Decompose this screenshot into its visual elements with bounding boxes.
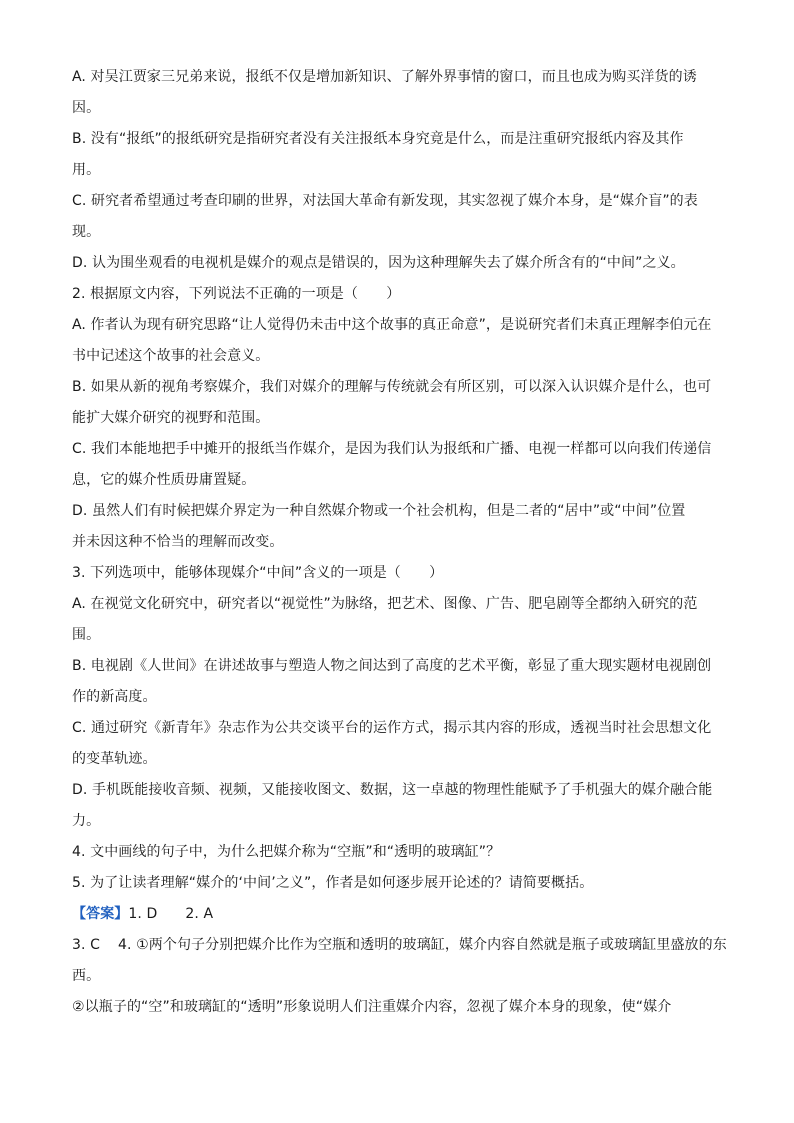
answer-4: 4. ①两个句子分别把媒介比作为空瓶和透明的玻璃缸，媒介内容自然就是瓶子或玻璃缸里盛放的东 [117,937,727,953]
text-line: 围。 [72,627,101,643]
text-line: 西。 [72,968,101,984]
answer-line-1 [72,899,720,930]
text-line: B. 没有“报纸”的报纸研究是指研究者没有关注报纸本身究竟是什么，而是注重研究报纸内容及其作 [72,131,684,147]
text-line: 的变革轨迹。 [72,751,157,767]
text-line: C. 研究者希望通过考查印刷的世界，对法国大革命有新发现，其实忽视了媒介本身，是“媒介盲”的表 [72,193,698,209]
text-line: 能扩大媒介研究的视野和范围。 [72,410,270,426]
text-line: 因。 [72,100,101,116]
text-line: 现。 [72,224,101,240]
text-line: ②以瓶子的“空”和玻璃缸的“透明”形象说明人们注重媒介内容，忽视了媒介本身的现象，使“媒介 [72,999,672,1015]
text-line: D. 手机既能接收音频、视频，又能接收图文、数据，这一卓越的物理性能赋予了手机强大的媒介融合能 [72,782,713,798]
text-line: 书中记述这个故事的社会意义。 [72,348,270,364]
text-line: D. 认为围坐观看的电视机是媒介的观点是错误的，因为这种理解失去了媒介所含有的“中间”之义。 [72,255,685,271]
text-line: C. 通过研究《新青年》杂志作为公共交谈平台的运作方式，揭示其内容的形成，透视当时社会思想文化 [72,720,712,736]
text-line: 息，它的媒介性质毋庸置疑。 [72,472,256,488]
question-4: 4. 文中画线的句子中，为什么把媒介称为“空瓶”和“透明的玻璃缸”？ [72,844,501,860]
answer-1: 1. D [128,906,158,922]
text-line: B. 电视剧《人世间》在讲述故事与塑造人物之间达到了高度的艺术平衡，彰显了重大现实题材电视剧创 [72,658,712,674]
question-3: 3. 下列选项中，能够体现媒介“中间”含义的一项是（ ） [72,565,444,581]
answer-3: 3. C [72,937,100,953]
text-line: C. 我们本能地把手中摊开的报纸当作媒介，是因为我们认为报纸和广播、电视一样都可以向我们传递信 [72,441,712,457]
text-line: 用。 [72,162,101,178]
text-line: A. 作者认为现有研究思路“让人觉得仍未击中这个故事的真正命意”，是说研究者们未真正理解李伯元在 [72,317,712,333]
text-line: A. 对吴江贾家三兄弟来说，报纸不仅是增加新知识、了解外界事情的窗口，而且也成为购买洋货的诱 [72,69,697,85]
answer-tag: 【答案】 [72,906,129,922]
answer-line-2 [72,930,727,961]
text-line: 力。 [72,813,101,829]
text-line: B. 如果从新的视角考察媒介，我们对媒介的理解与传统就会有所区别，可以深入认识媒介是什么，也可 [72,379,712,395]
text-line: 并未因这种不恰当的理解而改变。 [72,534,284,550]
text-line: D. 虽然人们有时候把媒介界定为一种自然媒介物或一个社会机构，但是二者的“居中”或“中间”位置 [72,503,686,519]
question-5: 5. 为了让读者理解“媒介的‘中间’之义”，作者是如何逐步展开论述的？请简要概括。 [72,875,594,891]
text-line: 作的新高度。 [72,689,157,705]
text-line: A. 在视觉文化研究中，研究者以“视觉性”为脉络，把艺术、图像、广告、肥皂剧等全都纳入研究的范 [72,596,698,612]
question-2: 2. 根据原文内容，下列说法不正确的一项是（ ） [72,286,401,302]
answer-2: 2. A [185,906,214,922]
